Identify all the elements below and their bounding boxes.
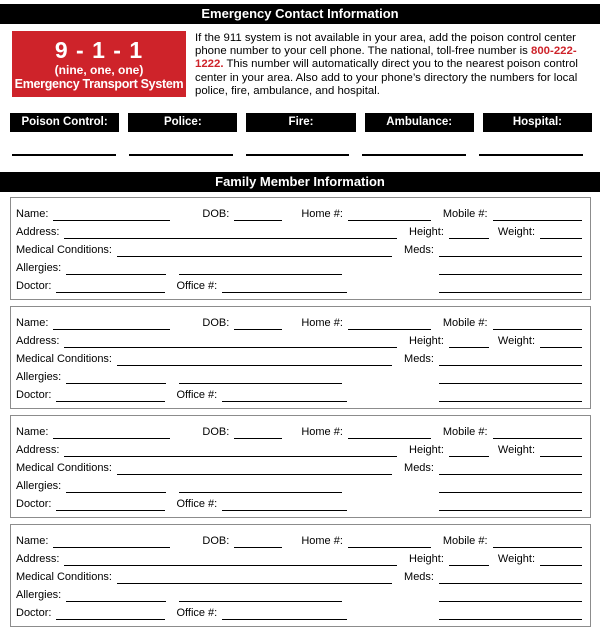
meds-fill-line[interactable] — [439, 353, 582, 366]
badge-911-number: 9 - 1 - 1 — [54, 36, 144, 63]
meds-label: Meds: — [404, 571, 434, 584]
member-row-name — [16, 203, 582, 221]
hospital-fill-line[interactable] — [479, 132, 583, 156]
weight-fill-line[interactable] — [540, 553, 582, 566]
medical-conditions-fill-line[interactable] — [117, 353, 392, 366]
office-phone-fill-line[interactable] — [222, 280, 347, 293]
dob-fill-line[interactable] — [234, 426, 282, 439]
meds-fill-line-2[interactable] — [439, 589, 582, 602]
dob-fill-line[interactable] — [234, 535, 282, 548]
family-member-card — [10, 524, 591, 627]
meds-label: Meds: — [404, 353, 434, 366]
dob-fill-line[interactable] — [234, 317, 282, 330]
allergies-label: Allergies: — [16, 480, 62, 493]
allergies-fill-line-2[interactable] — [179, 262, 342, 275]
mobile-phone-fill-line[interactable] — [493, 426, 582, 439]
dob-label: DOB: — [202, 208, 230, 221]
emergency-title-bar — [0, 4, 600, 24]
name-label: Name: — [16, 317, 49, 330]
contact-labels-row — [10, 113, 592, 132]
office-phone-fill-line[interactable] — [222, 607, 347, 620]
member-row-allergies — [16, 257, 582, 275]
family-members — [0, 197, 600, 627]
meds-label: Meds: — [404, 462, 434, 475]
member-row-doctor — [16, 275, 582, 293]
allergies-fill-line-2[interactable] — [179, 589, 342, 602]
office-phone-label: Office #: — [176, 498, 218, 511]
home-phone-fill-line[interactable] — [348, 208, 431, 221]
family-member-card — [10, 415, 591, 518]
meds-label: Meds: — [404, 244, 434, 257]
member-row-doctor — [16, 384, 582, 402]
member-row-address — [16, 548, 582, 566]
allergies-fill-line[interactable] — [66, 371, 166, 384]
address-fill-line[interactable] — [64, 444, 397, 457]
member-row-name — [16, 421, 582, 439]
member-row-address — [16, 439, 582, 457]
address-label: Address: — [16, 553, 60, 566]
height-fill-line[interactable] — [449, 553, 489, 566]
home-phone-label: Home #: — [301, 535, 343, 548]
height-fill-line[interactable] — [449, 444, 489, 457]
name-fill-line[interactable] — [53, 426, 170, 439]
doctor-label: Doctor: — [16, 607, 52, 620]
member-row-doctor — [16, 602, 582, 620]
meds-fill-line[interactable] — [439, 244, 582, 257]
ambulance-label-box: Ambulance: — [365, 113, 474, 132]
ambulance-fill-line[interactable] — [362, 132, 466, 156]
medical-conditions-fill-line[interactable] — [117, 462, 392, 475]
doctor-fill-line[interactable] — [56, 607, 165, 620]
meds-fill-line-3[interactable] — [439, 389, 582, 402]
doctor-fill-line[interactable] — [56, 280, 165, 293]
name-label: Name: — [16, 535, 49, 548]
address-fill-line[interactable] — [64, 226, 397, 239]
medical-conditions-fill-line[interactable] — [117, 244, 392, 257]
home-phone-label: Home #: — [301, 426, 343, 439]
address-fill-line[interactable] — [64, 553, 397, 566]
doctor-fill-line[interactable] — [56, 498, 165, 511]
member-row-name — [16, 530, 582, 548]
weight-fill-line[interactable] — [540, 335, 582, 348]
office-phone-fill-line[interactable] — [222, 498, 347, 511]
poison-control-fill-line[interactable] — [12, 132, 116, 156]
height-label: Height: — [409, 335, 444, 348]
dob-label: DOB: — [202, 426, 230, 439]
badge-911-pronunciation: (nine, one, one) — [54, 62, 144, 77]
family-member-card — [10, 306, 591, 409]
member-row-address — [16, 221, 582, 239]
meds-fill-line[interactable] — [439, 462, 582, 475]
weight-label: Weight: — [497, 444, 535, 457]
member-row-allergies — [16, 584, 582, 602]
doctor-label: Doctor: — [16, 280, 52, 293]
instructions-text-before: If the 911 system is not available in your area, add the poison control center phone number to your cell phone. The national, toll-free number is — [195, 32, 576, 58]
address-fill-line[interactable] — [64, 335, 397, 348]
medical-conditions-label: Medical Conditions: — [16, 244, 112, 257]
allergies-label: Allergies: — [16, 589, 62, 602]
mobile-phone-fill-line[interactable] — [493, 535, 582, 548]
fire-label-box: Fire: — [246, 113, 355, 132]
allergies-fill-line[interactable] — [66, 589, 166, 602]
home-phone-fill-line[interactable] — [348, 426, 431, 439]
member-row-medical — [16, 457, 582, 475]
height-label: Height: — [409, 444, 444, 457]
instructions-paragraph — [195, 31, 592, 98]
doctor-label: Doctor: — [16, 498, 52, 511]
allergies-fill-line[interactable] — [66, 262, 166, 275]
police-fill-line[interactable] — [129, 132, 233, 156]
home-phone-label: Home #: — [301, 317, 343, 330]
weight-fill-line[interactable] — [540, 444, 582, 457]
height-label: Height: — [409, 553, 444, 566]
mobile-phone-fill-line[interactable] — [493, 317, 582, 330]
allergies-fill-line-2[interactable] — [179, 480, 342, 493]
medical-conditions-label: Medical Conditions: — [16, 571, 112, 584]
allergies-label: Allergies: — [16, 371, 62, 384]
height-label: Height: — [409, 226, 444, 239]
dob-label: DOB: — [202, 535, 230, 548]
member-row-doctor — [16, 493, 582, 511]
mobile-phone-label: Mobile #: — [442, 426, 488, 439]
page-title: Emergency Contact Information — [201, 6, 399, 21]
name-fill-line[interactable] — [53, 208, 170, 221]
office-phone-label: Office #: — [176, 389, 218, 402]
name-label: Name: — [16, 426, 49, 439]
poison-control-label-box: Poison Control: — [10, 113, 119, 132]
doctor-label: Doctor: — [16, 389, 52, 402]
weight-label: Weight: — [497, 335, 535, 348]
family-member-card — [10, 197, 591, 300]
name-fill-line[interactable] — [53, 535, 170, 548]
name-label: Name: — [16, 208, 49, 221]
mobile-phone-label: Mobile #: — [442, 535, 488, 548]
meds-fill-line-3[interactable] — [439, 280, 582, 293]
weight-label: Weight: — [497, 553, 535, 566]
address-label: Address: — [16, 335, 60, 348]
badge-911-caption: Emergency Transport System — [14, 76, 184, 91]
family-title-bar — [0, 172, 600, 192]
allergies-fill-line[interactable] — [66, 480, 166, 493]
family-section-title: Family Member Information — [215, 174, 385, 190]
office-phone-label: Office #: — [176, 607, 218, 620]
intro-section — [12, 31, 592, 98]
member-row-medical — [16, 348, 582, 366]
allergies-fill-line-2[interactable] — [179, 371, 342, 384]
meds-fill-line-2[interactable] — [439, 262, 582, 275]
member-row-medical — [16, 239, 582, 257]
dob-fill-line[interactable] — [234, 208, 282, 221]
weight-fill-line[interactable] — [540, 226, 582, 239]
member-row-medical — [16, 566, 582, 584]
address-label: Address: — [16, 444, 60, 457]
meds-fill-line-3[interactable] — [439, 498, 582, 511]
doctor-fill-line[interactable] — [56, 389, 165, 402]
home-phone-fill-line[interactable] — [348, 535, 431, 548]
office-phone-fill-line[interactable] — [222, 389, 347, 402]
member-row-address — [16, 330, 582, 348]
allergies-label: Allergies: — [16, 262, 62, 275]
member-row-allergies — [16, 475, 582, 493]
member-row-name — [16, 312, 582, 330]
height-fill-line[interactable] — [449, 335, 489, 348]
badge-911 — [12, 31, 186, 97]
meds-fill-line[interactable] — [439, 571, 582, 584]
fire-fill-line[interactable] — [246, 132, 350, 156]
home-phone-fill-line[interactable] — [348, 317, 431, 330]
mobile-phone-fill-line[interactable] — [493, 208, 582, 221]
name-fill-line[interactable] — [53, 317, 170, 330]
mobile-phone-label: Mobile #: — [442, 317, 488, 330]
medical-conditions-label: Medical Conditions: — [16, 353, 112, 366]
meds-fill-line-2[interactable] — [439, 480, 582, 493]
poison-control-phone-number: 800-222-1222. — [195, 45, 577, 71]
height-fill-line[interactable] — [449, 226, 489, 239]
office-phone-label: Office #: — [176, 280, 218, 293]
hospital-label-box: Hospital: — [483, 113, 592, 132]
weight-label: Weight: — [497, 226, 535, 239]
police-label-box: Police: — [128, 113, 237, 132]
home-phone-label: Home #: — [301, 208, 343, 221]
dob-label: DOB: — [202, 317, 230, 330]
address-label: Address: — [16, 226, 60, 239]
contact-fill-lines-row — [12, 132, 583, 156]
medical-conditions-label: Medical Conditions: — [16, 462, 112, 475]
medical-conditions-fill-line[interactable] — [117, 571, 392, 584]
member-row-allergies — [16, 366, 582, 384]
meds-fill-line-2[interactable] — [439, 371, 582, 384]
instructions-text-after: This number will automatically direct you to the nearest poison control center in your area. Also add to your phone’s directory the numbers for local police, fire, ambulance, and hospital. — [195, 58, 578, 97]
meds-fill-line-3[interactable] — [439, 607, 582, 620]
mobile-phone-label: Mobile #: — [442, 208, 488, 221]
